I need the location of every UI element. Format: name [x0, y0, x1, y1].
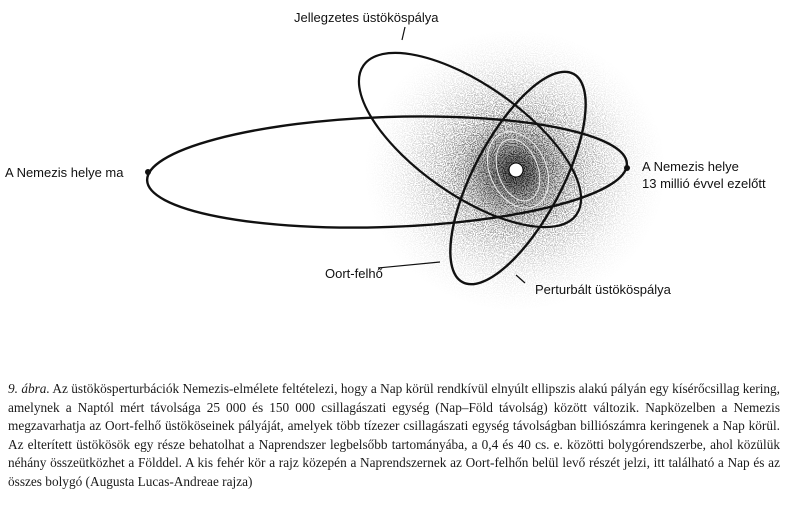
nemesis-past-label-line2: 13 millió évvel ezelőtt	[642, 176, 766, 191]
oort-cloud-label: Oort-felhő	[325, 266, 383, 281]
typical-orbit-label: Jellegzetes üstököspálya	[294, 10, 439, 25]
perturbed-orbit-label: Perturbált üstököspálya	[535, 282, 671, 297]
figure-number: 9. ábra.	[8, 381, 50, 396]
nemesis-past-marker	[624, 165, 630, 171]
nemesis-past-label-line1: A Nemezis helye	[642, 159, 739, 174]
nemesis-now-marker	[145, 169, 151, 175]
nemesis-now-label: A Nemezis helye ma	[5, 165, 124, 180]
solar-system-marker	[509, 163, 523, 177]
caption-text: Az üstökösperturbációk Nemezis-elmélete feltételezi, hogy a Nap körül rendkívül elnyúlt ellipszis alakú pályán egy kísérőcsillag kering, amelynek a Naptól mért távolsága 25 000 és 150 000 csillagászati egység (Nap–Föld távolság) között változik. Napközelben a Nemezis megzavarhatja az Oort-felhő üstököseinek pályáját, amelyek több tízezer csillagászati egység távolságban billiószámra keringenek a Nap körül. Az elterített üstökösök egy része behatolhat a Naprendszer legbelsőbb tartományába, a 0,4 és 40 cs. e. közötti bolygórendszerbe, ahol közülük néhány összeütközhet a Földdel. A kis fehér kör a rajz közepén a Naprendszernek az Oort-felhőn belül levő részét jelzi, itt található a Nap és az összes bolygó (Augusta Lucas-Andreae rajza)	[8, 381, 781, 489]
figure-caption	[8, 380, 780, 492]
